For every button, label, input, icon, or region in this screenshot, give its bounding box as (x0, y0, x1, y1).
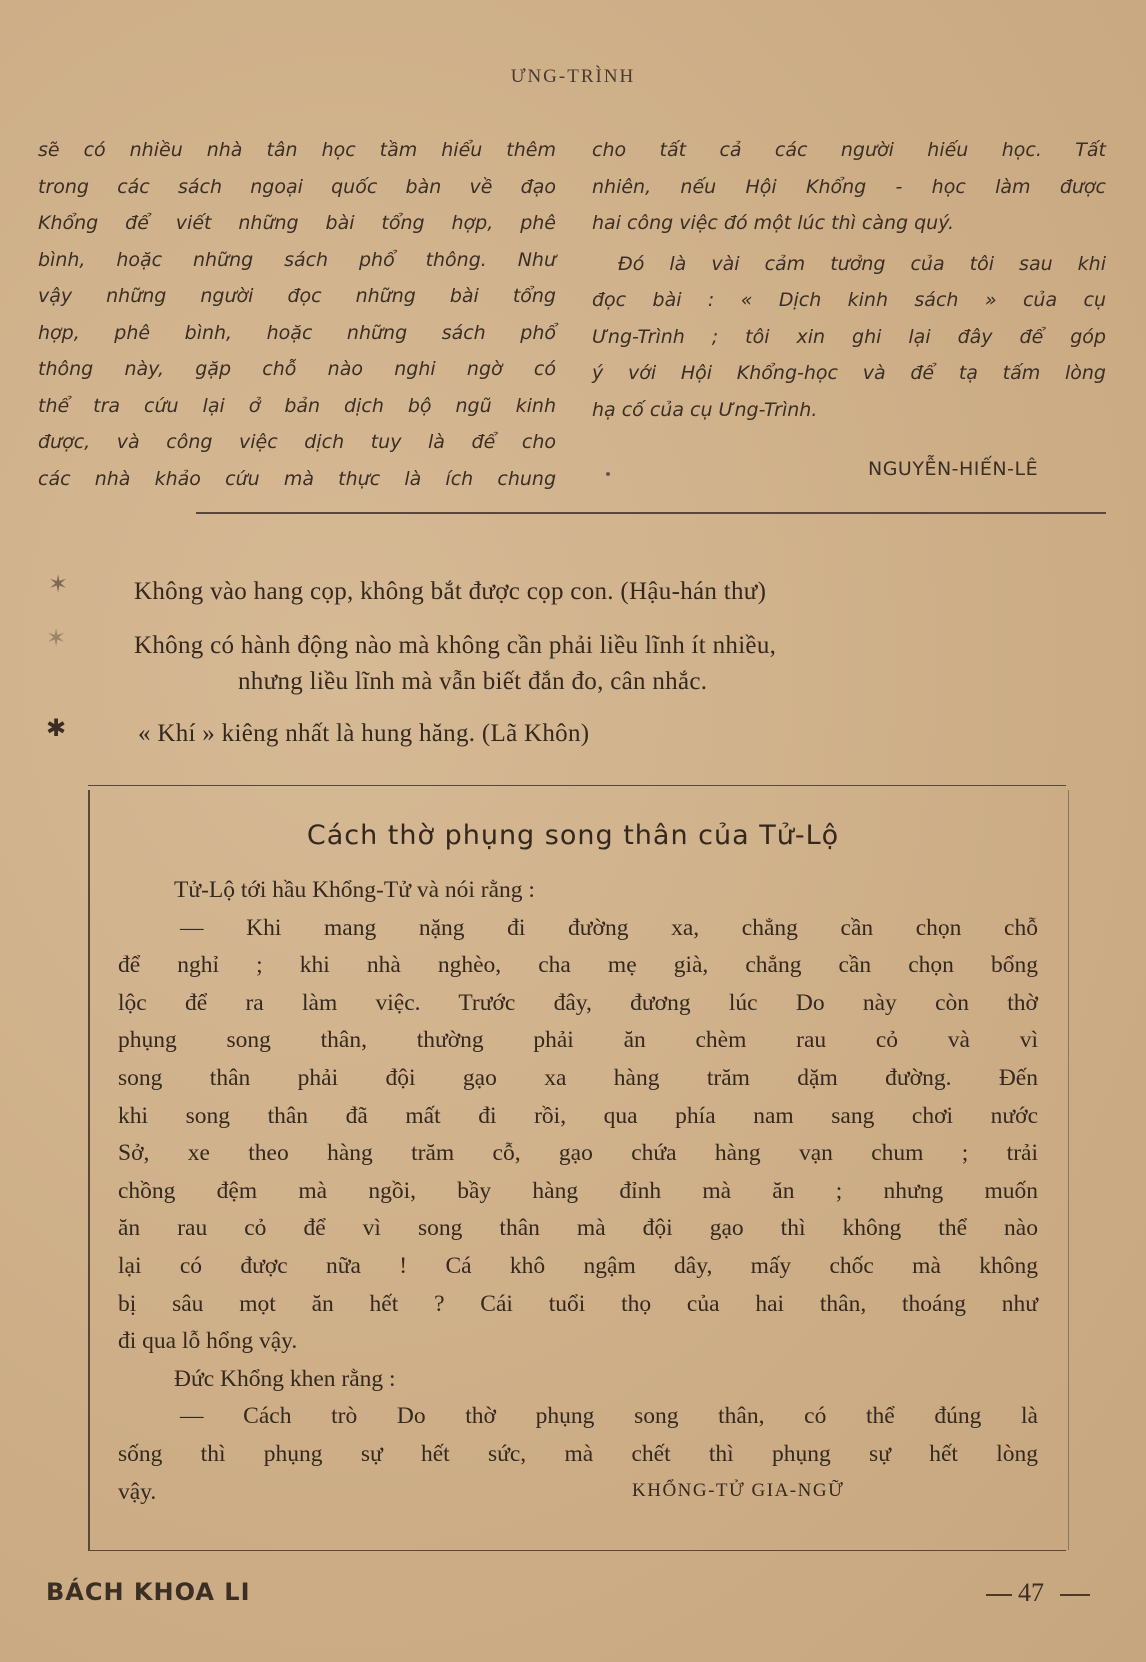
ornament-icon: ✶ (46, 624, 67, 652)
text-line: được, và công việc dịch tuy là để cho (38, 431, 556, 453)
text-line: trong các sách ngoại quốc bàn về đạo (38, 175, 556, 198)
text-line: ăn rau cỏ để vì song thân mà đội gạo thì không thể nào (118, 1215, 1038, 1242)
text-line: thể tra cứu lại ở bản dịch bộ ngũ kinh (38, 394, 556, 417)
text-line: thông này, gặp chỗ nào nghi ngờ có (38, 358, 556, 380)
text-line: Khổng để viết những bài tổng hợp, phê (38, 212, 556, 234)
text-line: Đức Khổng khen rằng : (174, 1365, 396, 1392)
text-line: nhiên, nếu Hội Khổng - học làm được (592, 175, 1106, 198)
text-line: — Cách trò Do thờ phụng song thân, có thể đúng là (180, 1403, 1038, 1430)
magazine-name: BÁCH KHOA LI (46, 1578, 251, 1606)
text-line: sống thì phụng sự hết sức, mà chết thì phụng sự hết lòng (118, 1440, 1038, 1467)
section-divider (196, 512, 1106, 514)
box-top-border (88, 785, 1066, 786)
bullet-dot (606, 472, 610, 476)
story-source: KHỔNG-TỬ GIA-NGỮ (632, 1480, 845, 1501)
text-line: khi song thân đã mất đi rồi, qua phía nam sang chơi nước (118, 1102, 1038, 1129)
star-icon: ✱ (46, 714, 67, 742)
article-right-column (592, 132, 1106, 428)
text-line: song thân phải đội gạo xa hàng trăm dặm đường. Đến (118, 1064, 1038, 1091)
footer-dash (1060, 1594, 1090, 1596)
text-line: lại có được nữa ! Cá khô ngậm dây, mấy chốc mà không (118, 1252, 1038, 1279)
text-line: Ưng-Trình ; tôi xin ghi lại đây để góp (592, 325, 1106, 348)
text-line: Đó là vài cảm tưởng của tôi sau khi (618, 252, 1106, 275)
page-number: 47 (1018, 1578, 1044, 1607)
text-line: cho tất cả các người hiếu học. Tất (592, 139, 1106, 161)
text-line: các nhà khảo cứu mà thực là ích chung (38, 467, 556, 490)
text-line: bình, hoặc những sách phổ thông. Như (38, 248, 556, 271)
text-line: hai công việc đó một lúc thì càng quý. (592, 212, 955, 234)
story-text (118, 872, 1038, 1511)
text-line: lộc để ra làm việc. Trước đây, đương lúc Do này còn thờ (118, 989, 1038, 1016)
text-line: đọc bài : « Dịch kinh sách » của cụ (592, 289, 1106, 311)
footer-dash (986, 1594, 1012, 1596)
story-title: Cách thờ phụng song thân của Tử-Lộ (306, 820, 840, 851)
text-line: để nghỉ ; khi nhà nghèo, cha mẹ già, chẳng cần chọn bổng (118, 952, 1038, 979)
text-line: phụng song thân, thường phải ăn chèm rau cỏ và vì (118, 1027, 1038, 1054)
text-line: đi qua lỗ hổng vậy. (118, 1328, 298, 1355)
text-line: sẽ có nhiều nhà tân học tầm hiểu thêm (38, 139, 556, 161)
closing-paragraph (592, 246, 1106, 429)
text-line: — Khi mang nặng đi đường xa, chẳng cần chọn chỗ (180, 914, 1038, 941)
quote-2-line-1: Không có hành động nào mà không cần phải liều lĩnh ít nhiều, (134, 632, 777, 659)
box-bottom-border (88, 1550, 1066, 1551)
text-line: Tử-Lộ tới hầu Khổng-Tử và nói rằng : (174, 877, 535, 903)
text-line: vậy. (118, 1478, 157, 1505)
text-line: ý với Hội Khổng-học và để tạ tấm lòng (592, 362, 1106, 384)
article-left-column (38, 132, 556, 497)
author-signature: NGUYỄN-HIẾN-LÊ (868, 458, 1039, 480)
ornament-icon: ✶ (48, 570, 69, 598)
text-line: vậy những người đọc những bài tổng (38, 285, 556, 307)
text-line: hạ cố của cụ Ưng-Trình. (592, 398, 818, 421)
text-line: Sở, xe theo hàng trăm cỗ, gạo chứa hàng vạn chum ; trải (118, 1140, 1038, 1167)
running-head: ƯNG-TRÌNH (510, 66, 636, 87)
text-line: hợp, phê bình, hoặc những sách phổ (38, 321, 556, 344)
quote-1: Không vào hang cọp, không bắt được cọp con. (Hậu-hán thư) (134, 578, 767, 605)
quote-3: « Khí » kiêng nhất là hung hăng. (Lã Khôn) (138, 720, 590, 747)
quote-2-line-2: nhưng liều lĩnh mà vẫn biết đắn đo, cân nhắc. (238, 668, 708, 695)
text-line: chồng đệm mà ngồi, bầy hàng đỉnh mà ăn ; nhưng muốn (118, 1177, 1038, 1204)
text-line: bị sâu mọt ăn hết ? Cái tuổi thọ của hai thân, thoáng như (118, 1290, 1038, 1317)
